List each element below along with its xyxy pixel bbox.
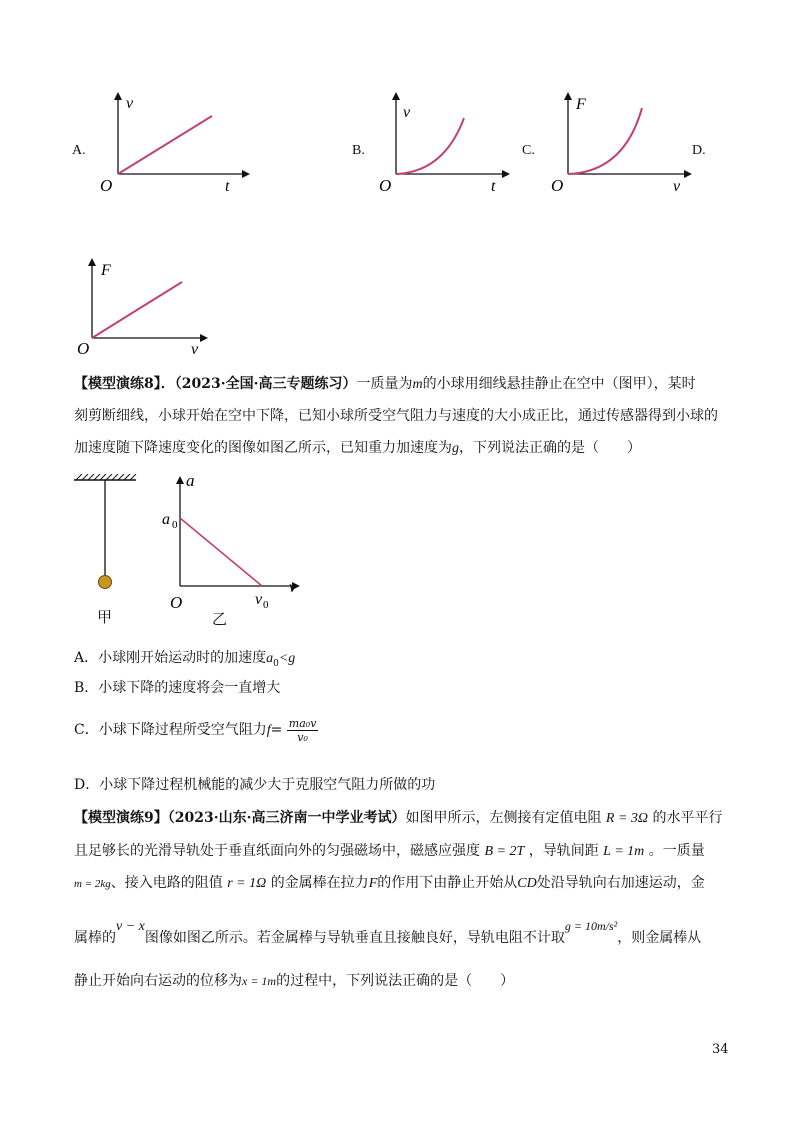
q8-text-3a: 加速度随下降速度变化的图像如图乙所示，已知重力加速度为 — [74, 440, 452, 456]
q9-text-1a: 如图甲所示，左侧接有定值电阻 — [405, 810, 602, 826]
option-a-label: A. — [72, 143, 86, 158]
q8-option-a-text: A．小球刚开始运动时的加速度 — [74, 650, 267, 666]
av-plot-a0: a — [162, 511, 170, 528]
graph-a — [92, 90, 252, 195]
graph-b-y-label: v — [403, 104, 411, 121]
graph-b-curve — [396, 118, 464, 174]
graph-a-y-label: v — [126, 95, 134, 112]
option-d-label: D. — [692, 143, 706, 158]
graph-d — [74, 258, 214, 358]
graph-b — [374, 90, 514, 195]
q8-option-a — [74, 648, 295, 674]
graph-c-y-label: F — [576, 96, 586, 113]
graph-a-origin: O — [100, 176, 113, 195]
q8-option-c-fraction — [287, 717, 319, 744]
q9-text-1b: 的水平平行 — [652, 810, 723, 826]
graph-b-x-label: t — [491, 178, 496, 195]
q9-tag: 【模型演练9】 — [74, 810, 168, 826]
q8-line1 — [74, 374, 696, 395]
q9-text-3c: 的作用下由静止开始从 — [377, 875, 518, 891]
q9-text-5a: 静止开始向右运动的位移为 — [74, 973, 242, 989]
q8-line2: 刻剪断细线，小球开始在空中下降，已知小球所受空气阻力与速度的大小成正比，通过传感器得到小球的 — [74, 408, 718, 424]
q8-option-d: D．小球下降过程机械能的减少大于克服空气阻力所做的功 — [74, 777, 436, 793]
q8-option-a-tail: <g — [278, 651, 296, 666]
q9-text-2a: 且足够长的光滑导轨处于垂直纸面向外的匀强磁场中，磁感应强度 — [74, 843, 480, 859]
graph-c — [546, 90, 696, 195]
q8-option-b: B．小球下降的速度将会一直增大 — [74, 680, 281, 696]
graph-c-origin: O — [551, 176, 564, 195]
q8-tag: 【模型演练8】 — [74, 376, 161, 392]
q9-mass-eq: m = 2kg — [74, 878, 111, 890]
av-plot-y-label: a — [186, 471, 195, 490]
page-number: 34 — [712, 1042, 729, 1057]
graph-d-x-label: v — [191, 341, 199, 358]
av-plot-origin: O — [170, 593, 183, 612]
q9-text-4a: 属棒的 — [74, 930, 116, 946]
q9-text-4b: 图像如图乙所示。若金属棒与导轨垂直且接触良好，导轨电阻不计取 — [144, 930, 565, 946]
q9-line4 — [74, 919, 702, 949]
q9-cd-var: CD — [517, 876, 537, 891]
q9-text-4c: ，则金属棒从 — [617, 930, 702, 946]
q8-mass-var: m — [412, 377, 423, 392]
pendulum-figure — [72, 474, 142, 596]
q8-option-a-var: a — [266, 651, 274, 666]
q8-option-c-var: f — [266, 723, 271, 738]
q9-text-3a: 、接入电路的阻值 — [110, 875, 223, 891]
q9-g-eq: g = 10m/s² — [564, 919, 618, 933]
graph-b-origin: O — [379, 176, 392, 195]
q8-option-c-text: C．小球下降过程所受空气阻力 — [74, 722, 267, 738]
q9-spacing-eq: L = 1m — [603, 844, 645, 859]
av-plot-v0-sub: 0 — [263, 599, 269, 611]
q9-text-2b: ，导轨间距 — [528, 843, 599, 859]
av-plot-x-label: v — [289, 579, 297, 596]
graph-c-x-label: v — [673, 178, 681, 195]
q9-text-3d: 处沿导轨向右加速运动，金 — [536, 875, 705, 891]
q8-option-a-sub: 0 — [273, 658, 279, 669]
q9-text-2c: 。一质量 — [648, 843, 705, 859]
fig-jia-caption: 甲 — [97, 608, 113, 626]
q8-g-var: g — [452, 441, 459, 456]
q9-rod-resistance-eq: r = 1Ω — [227, 876, 267, 891]
q8-text-1a: 一质量为 — [356, 376, 413, 392]
av-plot-v0: v — [255, 591, 263, 608]
q9-line3 — [74, 873, 705, 894]
q8-line3 — [74, 438, 641, 459]
q9-line1 — [74, 808, 723, 829]
q8-option-c — [74, 710, 318, 751]
q9-line2 — [74, 841, 705, 862]
fig-yi-caption: 乙 — [212, 610, 228, 628]
q8-text-1b: 的小球用细线悬挂静止在空中（图甲），某时 — [422, 376, 696, 392]
q9-source: （2023·山东·高三济南一中学业考试） — [167, 810, 406, 826]
av-plot-a0-sub: 0 — [172, 519, 178, 531]
q8-option-c-num: ma₀v — [288, 716, 317, 730]
q8-text-3b: ，下列说法正确的是（ ） — [459, 440, 641, 456]
av-plot — [158, 468, 308, 618]
q9-text-5b: 的过程中，下列说法正确的是（ ） — [276, 973, 515, 989]
av-plot-line — [180, 518, 262, 586]
graph-d-curve — [92, 282, 182, 338]
option-c-label: C. — [522, 143, 535, 158]
q9-vx-var: v − x — [116, 919, 145, 934]
q8-option-c-eq: = — [270, 722, 283, 738]
q9-text-3b: 的金属棒在拉力 — [270, 875, 369, 891]
graph-c-curve — [568, 108, 642, 174]
q8-source: ．（2023·全国·高三专题练习） — [160, 376, 357, 392]
q9-force-var: F — [368, 876, 378, 891]
q9-displacement-eq: x = 1m — [242, 974, 277, 988]
pendulum-ball — [99, 576, 112, 589]
q9-field-eq: B = 2T — [484, 844, 525, 859]
graph-a-x-label: t — [225, 178, 230, 195]
q9-resistor-eq: R = 3Ω — [605, 811, 649, 826]
graph-a-curve — [118, 116, 212, 174]
option-b-label: B. — [352, 143, 365, 158]
graph-d-origin: O — [77, 339, 90, 358]
q8-option-c-den: v₀ — [297, 730, 308, 744]
q9-line5 — [74, 971, 514, 991]
graph-d-y-label: F — [101, 262, 111, 279]
